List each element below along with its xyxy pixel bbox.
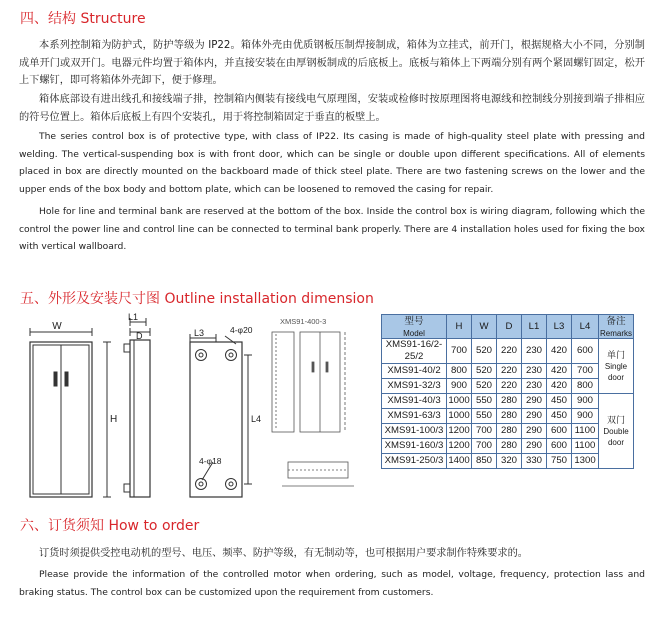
dimension-table-header [382, 315, 634, 339]
label-l1: L1 [128, 312, 139, 322]
label-model-ref: XMS91-400-3 [280, 317, 327, 326]
order-en-paragraph: Please provide the information of the controlled motor when ordering, such as model, voltage, frequency, protection lass and braking status. The control box can be customized upon the requirement from customers. [19, 569, 645, 598]
side-view-drawing [124, 318, 150, 497]
label-h: H [110, 414, 118, 425]
table-row: XMS91-32/3 900 520 220 230 420 800 [382, 379, 634, 394]
label-hole18: 4-φ18 [199, 456, 222, 466]
header-l3: L3 [547, 315, 572, 339]
structure-cn-paragraph-2: 箱体底部设有进出线孔和接线端子排，控制箱内侧装有接线电气原理图，安装或检修时按原理图将电源线和控制线分别接到端子排相应的符号位置上。箱体后底板上有四个安装孔，用于将控制箱固定于垂直的板壁上。 [19, 94, 645, 123]
table-row: XMS91-250/3 1400 850 320 330 750 1300 [382, 454, 634, 469]
table-row: XMS91-40/2 800 520 220 230 420 700 [382, 364, 634, 379]
reference-drawing [272, 332, 354, 486]
structure-title: 四、结构 Structure [20, 11, 146, 27]
order-title: 六、订货须知 How to order [20, 518, 200, 534]
table-row: XMS91-40/3 1000 550 280 290 450 900 双门 Double door [382, 394, 634, 409]
structure-en-paragraph-1: The series control box is of protective type, with class of IP22. Its casing is made of high-quality steel plate with pressing and welding. The vertical-suspending box is with front door, which can be single or double upon different specifications. All of elements placed in box are directly mounted on the backboard made of thick steel plate. There are two fastening screws on the lower and the upper ends of the box body and bottom plate, which can be loosened to removed the casing for repair. [19, 131, 645, 195]
label-d: D [136, 331, 143, 341]
table-row: XMS91-100/3 1200 700 280 290 600 1100 [382, 424, 634, 439]
label-hole20: 4-φ20 [230, 325, 253, 335]
label-w: W [52, 321, 62, 332]
header-remarks: 备注 Remarks [599, 316, 632, 338]
table-row: XMS91-16/2-25/2 700 520 220 230 420 600 单门 Single door [382, 339, 634, 364]
outline-title: 五、外形及安装尺寸图 Outline installation dimension [20, 291, 374, 307]
remark-single-door: 单门 Single door [599, 339, 634, 394]
header-w: W [472, 315, 497, 339]
header-d: D [497, 315, 522, 339]
header-l1: L1 [522, 315, 547, 339]
header-h: H [447, 315, 472, 339]
table-row: XMS91-160/3 1200 700 280 290 600 1100 [382, 439, 634, 454]
back-view-drawing [190, 334, 252, 497]
label-l4: L4 [251, 414, 262, 424]
header-l4: L4 [572, 315, 599, 339]
outline-drawings [10, 312, 378, 512]
front-view-drawing [30, 328, 111, 497]
remark-double-door: 双门 Double door [599, 394, 634, 469]
structure-cn-paragraph-1: 本系列控制箱为防护式，防护等级为 IP22。箱体外壳由优质钢板压制焊接制成，箱体为立挂式，前开门，根据规格大小不同，分别制成单开门或双开门。电器元件均置于箱体内，并直接安装在由厚钢板制成的后底板上。底板与箱体上下两端分别有两个紧固螺钉固定，松开上下螺钉，即可将箱体外壳卸下，便于修理。 [19, 40, 645, 86]
label-l3: L3 [194, 328, 205, 338]
table-row: XMS91-63/3 1000 550 280 290 450 900 [382, 409, 634, 424]
header-model: 型号 Model [382, 315, 447, 339]
order-cn-paragraph: 订货时须提供受控电动机的型号、电压、频率、防护等级，有无制动等，也可根据用户要求制作特殊要求的。 [39, 548, 528, 559]
structure-en-paragraph-2: Hole for line and terminal bank are reserved at the bottom of the box. Inside the control box is wiring diagram, following which the control the power line and control line can be connected to terminal bank properly. There are 4 installation holes used for fixing the box with vertical wallboard. [19, 206, 645, 252]
dimension-table [381, 314, 634, 469]
